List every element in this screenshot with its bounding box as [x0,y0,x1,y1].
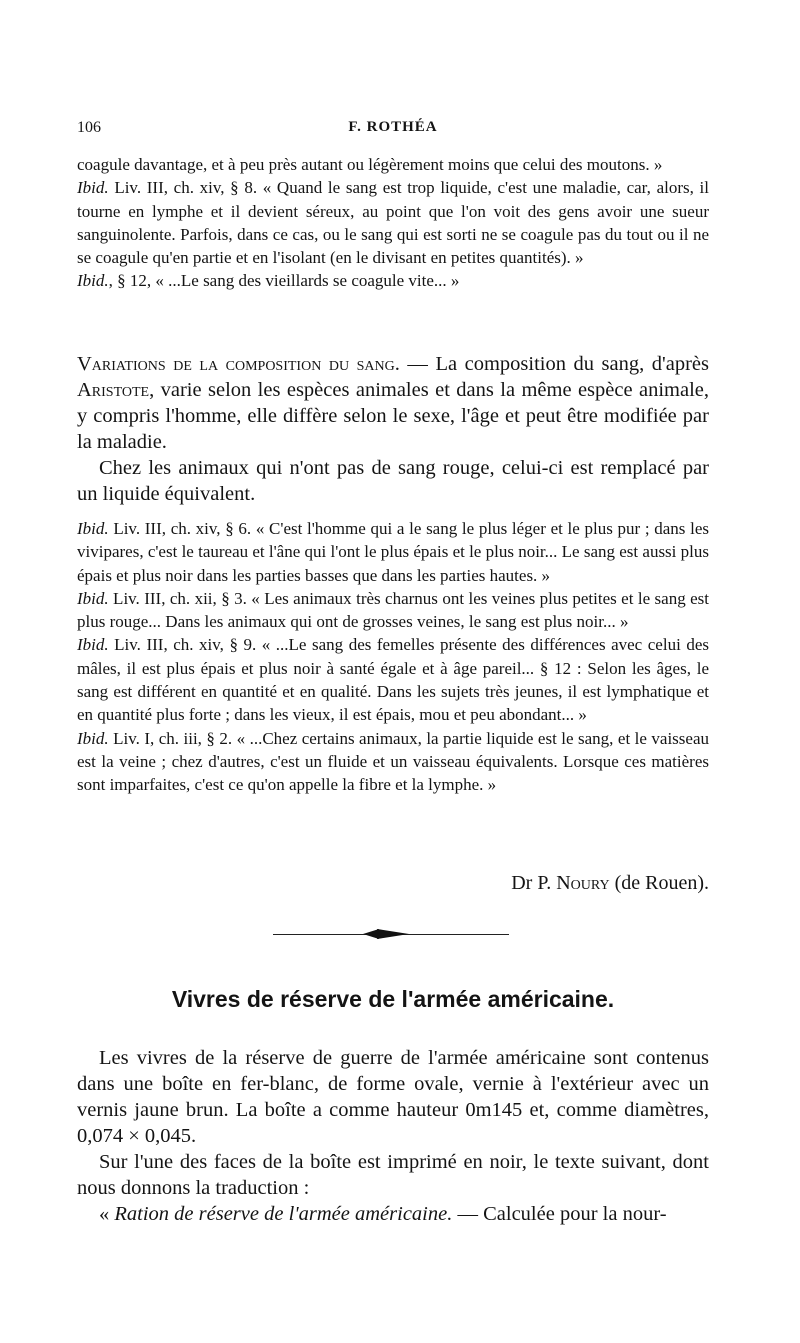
article-body [77,1045,709,1227]
article-title: Vivres de réserve de l'armée américaine. [171,986,615,1012]
section-text: , varie selon les espèces animales et dans la même espèce animale, y compris l'homme, elle diffère selon le sexe, l'âge et peut être modifiée par la maladie. [77,379,709,453]
quote-text: Liv. III, ch. xii, § 3. « Les animaux très charnus ont les veines plus petites et le sang est plus rouge... Dans les animaux qui ont de grosses veines, le sang est plus noir... » [77,588,709,632]
quote-text: Liv. III, ch. xiv, § 9. « ...Le sang des femelles présente des différences avec celui des mâles, il est plus épais et plus noir à santé égale et à âge pareil... § 12 : Selon les âges, le sang est différent en quantité et en qualité. Dans les sujets très jeunes, il est lymphatique et en quantité plus forte ; dans les vieux, il est épais, mou et peu abondant... » [77,635,709,725]
author-name: Aristote [77,379,150,401]
quotes-mid [77,517,709,797]
section-paragraph: Chez les animaux qui n'ont pas de sang rouge, celui-ci est remplacé par un liquide équivalent. [77,457,709,505]
section-heading: Variations de la composition du sang. [77,353,400,375]
quote-paragraph [77,633,709,726]
signature-surname: Noury [556,872,610,894]
signature-name: P. [537,872,557,894]
quote-paragraph: coagule davantage, et à peu près autant ou légèrement moins que celui des moutons. » [77,155,663,174]
quote-text: Liv. I, ch. iii, § 2. « ...Chez certains animaux, la partie liquide est le sang, et le vaisseau est la veine ; chez d'autres, c'est un fluide et un vaisseau équivalents. Lorsque ces matières sont imparfaites, c'est ce qu'on appelle la fibre et la lymphe. » [77,728,709,795]
quote-ref: Ibid. [77,728,109,748]
signature-prefix: Dr [511,872,533,894]
quotes-top [77,153,709,293]
quote-text: , § 12, « ...Le sang des vieillards se coagule vite... » [108,271,460,291]
section-variations [77,351,709,507]
quote-paragraph [77,269,709,292]
quote-paragraph [77,587,709,634]
quote-ref: Ibid. [77,178,109,198]
signature-place: (de Rouen). [609,872,709,894]
article-paragraph: Les vivres de la réserve de guerre de l'armée américaine sont contenus dans une boîte en fer-blanc, de forme ovale, vernie à l'extérieur avec un vernis jaune brun. La boîte a comme hauteur 0m145 et, comme diamètres, 0,074 × 0,045. [77,1047,709,1147]
signature [511,872,709,895]
quote-ref: Ibid. [77,635,109,655]
quote-open: « [99,1203,115,1225]
section-paragraph [77,351,709,455]
page-number: 106 [77,119,101,136]
ration-title: Ration de réserve de l'armée américaine. [114,1203,453,1225]
quote-paragraph [77,727,709,797]
quote-paragraph [77,517,709,587]
divider-ornament [377,929,409,939]
quote-ref: Ibid. [77,519,109,538]
quote-text: Liv. III, ch. xiv, § 6. « C'est l'homme qui a le sang le plus léger et le plus pur ; dans les vivipares, c'est le taureau et l'âne qui l'ont le plus épais et le plus noir... Le sang est aussi plus épais et plus noir dans les parties basses que dans les parties hautes. » [77,519,709,585]
article-text: — Calculée pour la nour- [452,1203,667,1225]
section-text: — La composition du sang, d'après [399,353,709,375]
quote-ref: Ibid. [77,588,109,608]
quote-paragraph [77,176,709,269]
article-paragraph: Sur l'une des faces de la boîte est imprimé en noir, le texte suivant, dont nous donnons la traduction : [77,1151,709,1199]
quote-text: Liv. III, ch. xiv, § 8. « Quand le sang est trop liquide, c'est une maladie, car, alors, il tourne en lymphe et il devient séreux, au point que l'on voit des gens avoir une sueur sanguinolente. Parfois, dans ce cas, ou le sang qui est sorti ne se coagule pas du tout ou il ne se coagule qu'en partie et en l'isolant (en le divisant en petites quantités). » [77,178,709,268]
article-paragraph [77,1201,709,1227]
quote-ref: Ibid. [77,271,109,291]
running-head: F. ROTHÉA [348,119,438,135]
page-header [77,119,709,141]
